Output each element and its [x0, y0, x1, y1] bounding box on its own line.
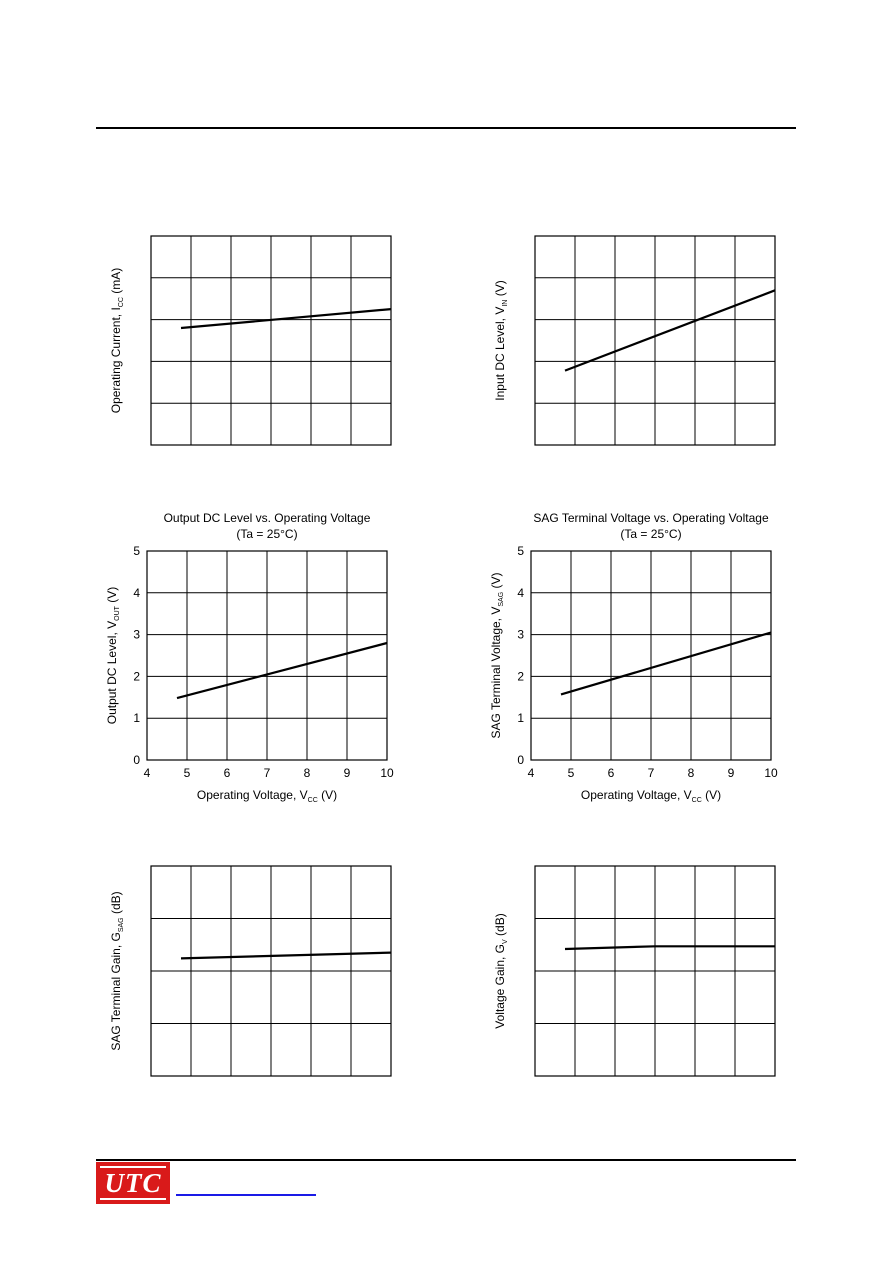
x-tick-label: 7 — [263, 766, 271, 780]
series-line — [561, 633, 771, 695]
utc-logo — [96, 1162, 170, 1204]
x-axis-label: Operating Voltage, $V_{CC}$ (V) — [196, 788, 338, 804]
x-tick-label: 4 — [143, 766, 151, 780]
x-tick-label: 10 — [380, 766, 394, 780]
x-tick-label: 6 — [223, 766, 231, 780]
chart-subtitle: (Ta = 25°C) — [236, 527, 298, 541]
logo-frame — [100, 1166, 166, 1200]
y-axis-label: Input DC Level, $V_{IN}$ (V) — [493, 280, 509, 401]
y-axis-label: Operating Current, $I_{CC}$ (mA) — [109, 267, 125, 414]
x-tick-label: 8 — [687, 766, 695, 780]
y-tick-label: 2 — [517, 669, 524, 684]
y-axis-label: Voltage Gain, $G_V$ (dB) — [493, 913, 509, 1029]
y-tick-label: 1 — [517, 711, 524, 726]
y-axis-label: SAG Terminal Gain, $G_{SAG}$ (dB) — [109, 891, 125, 1051]
x-tick-label: 9 — [727, 766, 735, 780]
y-tick-label: 2 — [133, 669, 140, 684]
x-tick-label: 10 — [764, 766, 778, 780]
x-tick-label: 4 — [527, 766, 535, 780]
y-axis-label: Output DC Level, $V_{OUT}$ (V) — [105, 586, 121, 725]
y-tick-label: 5 — [517, 544, 524, 558]
x-tick-label: 8 — [303, 766, 311, 780]
series-line — [565, 946, 775, 949]
y-tick-label: 4 — [517, 585, 524, 600]
x-axis-label: Operating Voltage, $V_{CC}$ (V) — [580, 788, 722, 804]
y-tick-label: 0 — [133, 753, 140, 767]
series-line — [181, 309, 391, 328]
chart-title: SAG Terminal Voltage vs. Operating Voltage — [533, 511, 769, 525]
x-tick-label: 9 — [343, 766, 351, 780]
x-tick-label: 5 — [183, 766, 191, 780]
x-tick-label: 6 — [607, 766, 615, 780]
y-tick-label: 4 — [133, 585, 140, 600]
series-line — [177, 643, 387, 698]
y-tick-label: 1 — [133, 711, 140, 726]
chart-subtitle: (Ta = 25°C) — [620, 527, 682, 541]
logo-text: UTC — [104, 1167, 162, 1198]
footer-link-underline[interactable] — [176, 1194, 316, 1196]
chart-title: Output DC Level vs. Operating Voltage — [163, 511, 371, 525]
y-tick-label: 3 — [133, 627, 140, 642]
x-tick-label: 5 — [567, 766, 575, 780]
x-tick-label: 7 — [647, 766, 655, 780]
y-tick-label: 5 — [133, 544, 140, 558]
y-tick-label: 0 — [517, 753, 524, 767]
y-tick-label: 3 — [517, 627, 524, 642]
series-line — [181, 953, 391, 959]
series-line — [565, 290, 775, 370]
y-axis-label: SAG Terminal Voltage, $V_{SAG}$ (V) — [489, 572, 505, 739]
